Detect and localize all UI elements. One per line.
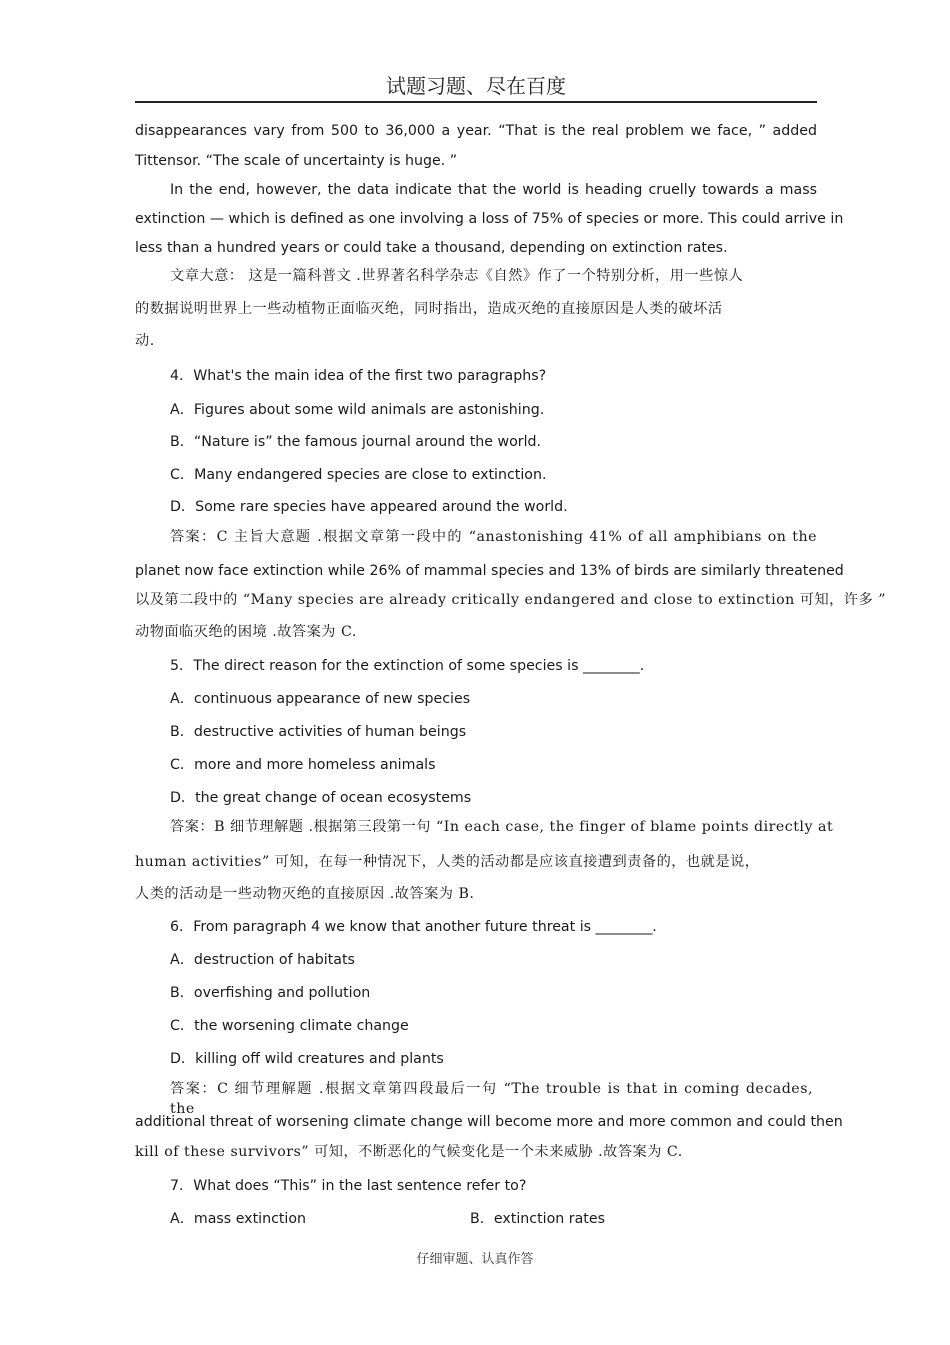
summary-line: 动. [135, 333, 155, 349]
passage-line: less than a hundred years or could take a thousand, depending on extinction rates. [135, 240, 728, 256]
page-footer: 仔细审题、认真作答 [416, 1252, 534, 1267]
question-4: 4．What's the main idea of the first two paragraphs? [170, 368, 547, 384]
q6-answer: 答案：C 细节理解题 .根据文章第四段最后一句 “The trouble is that in coming decades, the [170, 1081, 813, 1117]
passage-line: extinction — which is defined as one involving a loss of 75% of species or more. This could arrive in [135, 211, 844, 227]
page-header-title: 试题习题、尽在百度 [386, 74, 566, 98]
q4-option-a: A．Figures about some wild animals are astonishing. [170, 402, 545, 418]
q5-answer: human activities” 可知，在每一种情况下，人类的活动都是应该直接遭到责备的，也就是说， [135, 854, 760, 870]
passage-line: In the end, however, the data indicate that the world is heading cruelly towards a mass [170, 182, 817, 198]
q6-option-a: A．destruction of habitats [170, 952, 355, 968]
q6-option-c: C．the worsening climate change [170, 1018, 409, 1034]
q5-option-d: D．the great change of ocean ecosystems [170, 790, 472, 806]
question-7: 7．What does “This” in the last sentence refer to? [170, 1178, 527, 1194]
header-divider [135, 101, 817, 103]
passage-line: Tittensor. “The scale of uncertainty is huge. ” [135, 153, 458, 169]
q4-option-b: B．“Nature is” the famous journal around the world. [170, 434, 542, 450]
q4-answer: 答案：C 主旨大意题 .根据文章第一段中的 “anastonishing 41% of all amphibians on the [170, 529, 817, 545]
q6-answer: additional threat of worsening climate change will become more and more common and could then [135, 1114, 843, 1130]
summary-line: 文章大意： 这是一篇科普文 .世界著名科学杂志《自然》作了一个特别分析，用一些惊人 [170, 268, 744, 284]
q5-option-c: C．more and more homeless animals [170, 757, 436, 773]
q5-option-a: A．continuous appearance of new species [170, 691, 471, 707]
q7-option-b: B．extinction rates [470, 1211, 605, 1227]
q4-option-d: D．Some rare species have appeared around the world. [170, 499, 568, 515]
q6-answer: kill of these survivors” 可知，不断恶化的气候变化是一个未来威胁 .故答案为 C. [135, 1144, 683, 1160]
q6-option-d: D．killing off wild creatures and plants [170, 1051, 444, 1067]
question-5: 5．The direct reason for the extinction of some species is ________. [170, 658, 645, 674]
passage-line: disappearances vary from 500 to 36,000 a year. “That is the real problem we face, ” added [135, 123, 817, 139]
q4-answer: 以及第二段中的 “Many species are already critically endangered and close to extinction 可知，许多 ” [135, 592, 887, 608]
summary-line: 的数据说明世界上一些动植物正面临灭绝，同时指出，造成灭绝的直接原因是人类的破坏活 [135, 301, 723, 317]
q5-option-b: B．destructive activities of human beings [170, 724, 467, 740]
q5-answer: 答案：B 细节理解题 .根据第三段第一句 “In each case, the finger of blame points directly at [170, 819, 834, 835]
q7-option-a: A．mass extinction [170, 1211, 307, 1227]
q5-answer: 人类的活动是一些动物灭绝的直接原因 .故答案为 B. [135, 886, 475, 902]
question-6: 6．From paragraph 4 we know that another future threat is ________. [170, 919, 657, 935]
q4-answer: 动物面临灭绝的困境 .故答案为 C. [135, 624, 357, 640]
q4-answer: planet now face extinction while 26% of mammal species and 13% of birds are similarly threatened [135, 563, 844, 579]
q6-option-b: B．overfishing and pollution [170, 985, 371, 1001]
q4-option-c: C．Many endangered species are close to extinction. [170, 467, 547, 483]
